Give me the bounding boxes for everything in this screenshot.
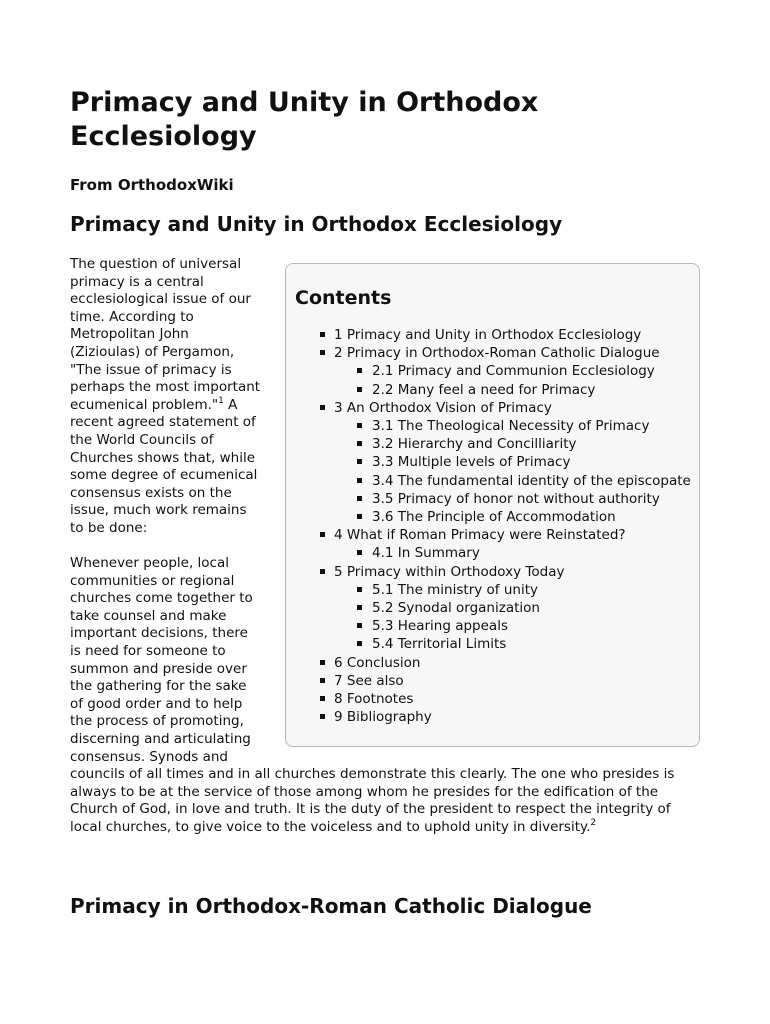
bullet-icon (357, 387, 362, 392)
toc-item (295, 326, 691, 344)
toc-link[interactable]: 5.1 The ministry of unity (372, 581, 538, 598)
site-subtitle: From OrthodoxWiki (70, 176, 234, 194)
toc-item (295, 544, 691, 562)
bullet-icon (320, 532, 325, 537)
toc-link[interactable]: 5.3 Hearing appeals (372, 618, 508, 635)
bullet-icon (320, 569, 325, 574)
bullet-icon (320, 678, 325, 683)
toc-link[interactable]: 3.1 The Theological Necessity of Primacy (372, 418, 650, 435)
bullet-icon (357, 478, 362, 483)
toc-item (295, 617, 691, 635)
toc-link[interactable]: 3.4 The fundamental identity of the episcopate (372, 472, 691, 489)
toc-link[interactable]: 4.1 In Summary (372, 545, 480, 562)
footnote-ref-2[interactable]: 2 (590, 818, 597, 828)
toc-link[interactable]: 3.5 Primacy of honor not without authority (372, 490, 660, 507)
footnote-ref-1[interactable]: 1 (218, 395, 224, 406)
toc-item (295, 690, 691, 708)
toc-item (295, 708, 691, 726)
toc-item (295, 453, 691, 471)
bullet-icon (357, 441, 362, 446)
section-heading-dialogue: Primacy in Orthodox-Roman Catholic Dialogue (70, 894, 592, 918)
quote-text: Whenever people, local communities or regional churches come together to take counsel and make important decisions, there is need for someone to summon and preside over the gathering for the sake of good order and to help the process of promoting, discerning and articulating consensus. Synods and councils of all times and in all churches demonstrate this clearly. The one who presides is always to be at the service of those among whom he presides for the edification of the Church of God, in love and truth. It is the duty of the president to respect the integrity of local churches, to give voice to the voiceless and to uphold unity in diversity. (70, 555, 675, 835)
bullet-icon (320, 332, 325, 337)
toc-link[interactable]: 8 Footnotes (334, 691, 414, 708)
bullet-icon (320, 714, 325, 719)
toc-item (295, 563, 691, 581)
toc-item (295, 435, 691, 453)
toc-item (295, 417, 691, 435)
toc-link[interactable]: 3 An Orthodox Vision of Primacy (334, 399, 552, 416)
toc-item (295, 490, 691, 508)
bullet-icon (357, 550, 362, 555)
toc-list (295, 326, 691, 726)
toc-item (295, 672, 691, 690)
bullet-icon (357, 605, 362, 610)
toc-item (295, 381, 691, 399)
article-body (70, 256, 702, 837)
toc-link[interactable]: 9 Bibliography (334, 709, 432, 726)
toc-item (295, 581, 691, 599)
toc-link[interactable]: 1 Primacy and Unity in Orthodox Ecclesiology (334, 327, 642, 343)
toc-link[interactable]: 2 Primacy in Orthodox-Roman Catholic Dialogue (334, 345, 660, 362)
bullet-icon (357, 514, 362, 519)
bullet-icon (320, 660, 325, 665)
bullet-icon (357, 496, 362, 501)
toc-link[interactable]: 2.2 Many feel a need for Primacy (372, 381, 596, 398)
toc-item (295, 344, 691, 362)
toc-item (295, 635, 691, 653)
toc-title: Contents (295, 287, 392, 309)
intro-text-continued: A recent agreed statement of the World Councils of Churches shows that, while some degree of ecumenical consensus exists on the issue, much work remains to be done: (70, 396, 258, 536)
section-heading-primacy-unity: Primacy and Unity in Orthodox Ecclesiology (70, 212, 563, 236)
bullet-icon (320, 405, 325, 410)
bullet-icon (320, 350, 325, 355)
bullet-icon (320, 696, 325, 701)
toc-item (295, 654, 691, 672)
bullet-icon (357, 641, 362, 646)
toc-link[interactable]: 3.2 Hierarchy and Concilliarity (372, 436, 577, 453)
toc-link[interactable]: 2.1 Primacy and Communion Ecclesiology (372, 363, 655, 380)
toc-link[interactable]: 3.6 The Principle of Accommodation (372, 509, 616, 526)
bullet-icon (357, 423, 362, 428)
bullet-icon (357, 587, 362, 592)
toc-link[interactable]: 7 See also (334, 672, 404, 689)
toc-item (295, 472, 691, 490)
toc-link[interactable]: 5.2 Synodal organization (372, 600, 540, 617)
toc-item (295, 362, 691, 380)
toc-item (295, 599, 691, 617)
table-of-contents (285, 263, 700, 747)
page-title: Primacy and Unity in Orthodox Ecclesiology (70, 87, 539, 152)
bullet-icon (357, 623, 362, 628)
bullet-icon (357, 368, 362, 373)
intro-text: The question of universal primacy is a central ecclesiological issue of our time. According to Metropolitan John (Zizioulas) of Pergamon, "The issue of primacy is perhaps the most important ecumenical problem." (70, 256, 261, 413)
toc-link[interactable]: 5 Primacy within Orthodoxy Today (334, 563, 565, 580)
toc-link[interactable]: 4 What if Roman Primacy were Reinstated? (334, 527, 626, 544)
toc-link[interactable]: 6 Conclusion (334, 654, 421, 671)
toc-item (295, 526, 691, 544)
toc-item (295, 508, 691, 526)
toc-link[interactable]: 5.4 Territorial Limits (372, 636, 507, 653)
bullet-icon (357, 459, 362, 464)
toc-item (295, 399, 691, 417)
toc-link[interactable]: 3.3 Multiple levels of Primacy (372, 454, 571, 471)
